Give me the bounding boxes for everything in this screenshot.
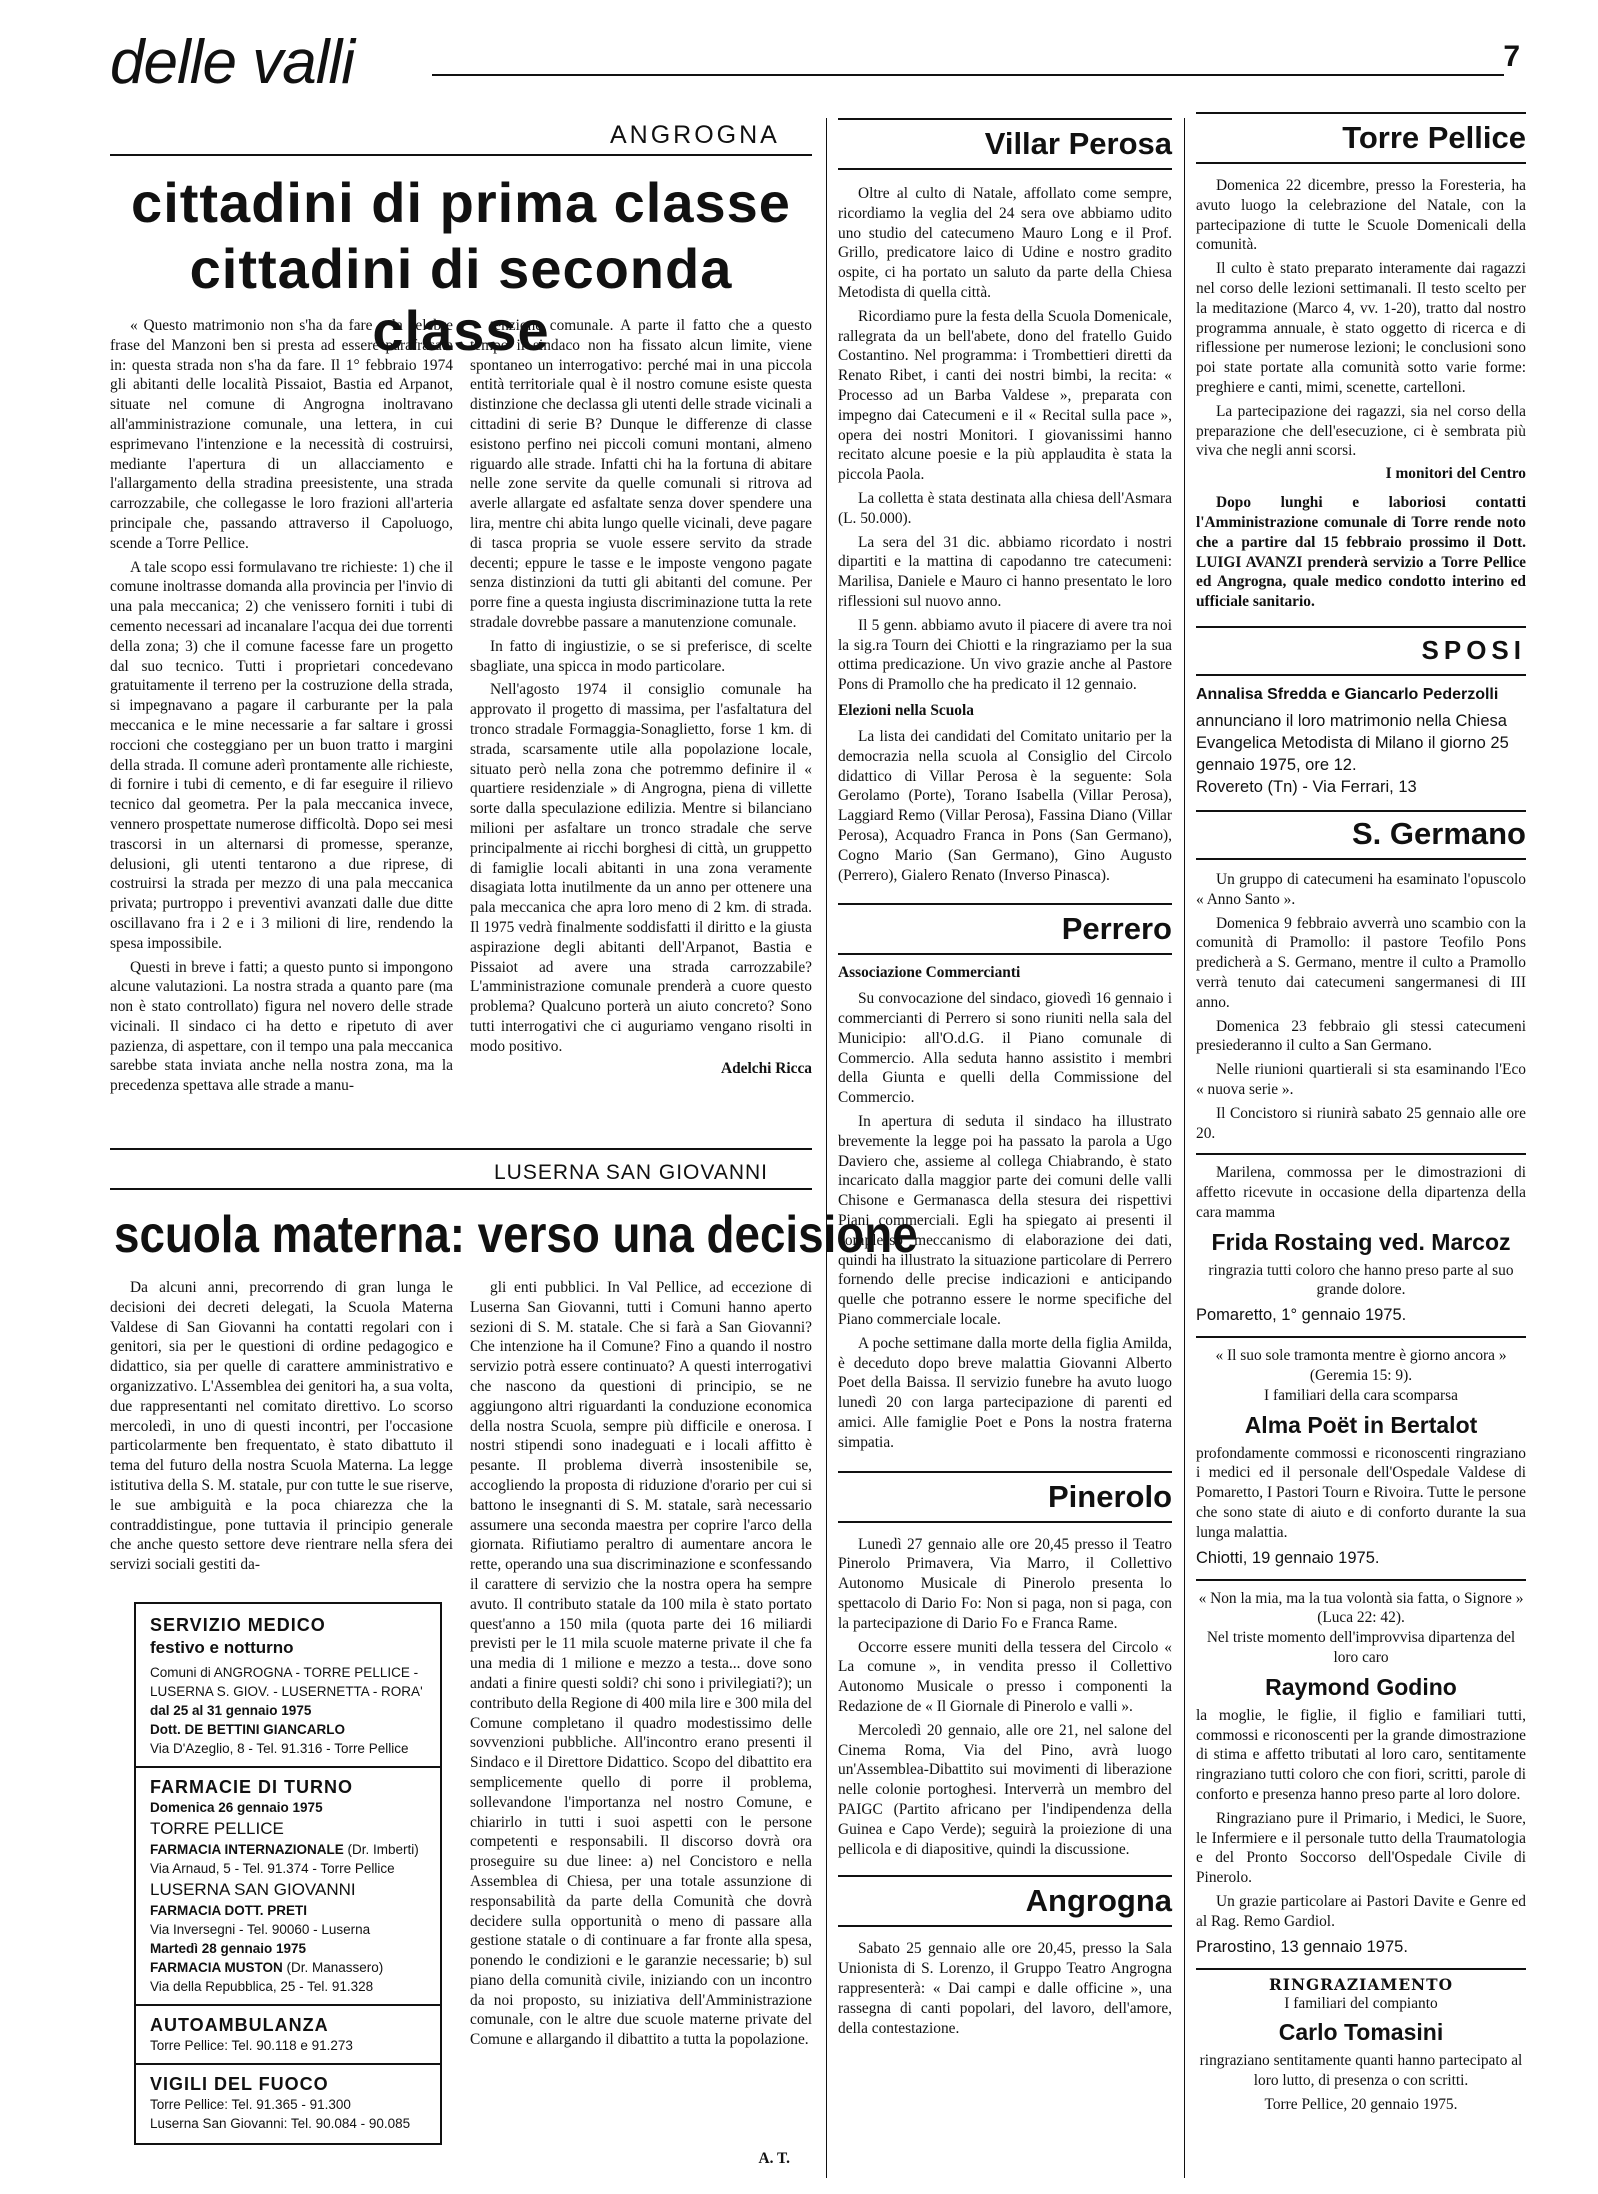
box-text: Martedì 28 gennaio 1975 xyxy=(150,1941,307,1956)
section-title: Pinerolo xyxy=(838,1471,1172,1515)
notice-place: Prarostino, 13 gennaio 1975. xyxy=(1196,1937,1408,1956)
section-rule xyxy=(1196,1579,1526,1581)
paragraph: La sera del 31 dic. abbiamo ricordato i nostri dipartiti e la mattina di capodanno tre catecumeni: Marilisa, Daniele e Mauro ci hanno presentato le loro riflessioni sul nuovo anno. xyxy=(838,533,1172,610)
section-rule xyxy=(838,1521,1172,1523)
paragraph: Domenica 23 febbraio gli stessi catecumeni presiederanno il culto a San Germano. xyxy=(1196,1017,1526,1055)
paragraph: Domenica 22 dicembre, presso la Foresteria, ha avuto luogo la celebrazione del Natale, con la partecipazione di tutte le Scuole Domenicali della comunità. xyxy=(1196,177,1526,254)
notice-text: Marilena, commossa per le dimostrazioni di affetto ricevute in occasione della dipartenza della cara mamma xyxy=(1196,1164,1526,1221)
notice-text: Nel triste momento dell'improvvisa dipartenza del loro caro xyxy=(1206,1629,1516,1667)
box-divider xyxy=(136,2063,440,2065)
notice-place: Chiotti, 19 gennaio 1975. xyxy=(1196,1548,1380,1567)
paragraph: Nell'agosto 1974 il consiglio comunale ha approvato il progetto di massima, per l'asfaltatura del tronco stradale Formaggia-Sonaglietto, forse 1 km. di strada, scarsamente utile alla popolazione locale, situato però nella zona che potremmo definire il « quartiere residenziale » di Angrogna, piena di villette sorte dalla speculazione edilizia. Mentre si bilanciano milioni per asfaltare un tronco stradale che serve principalmente ai ricchi borghesi di città, un gruppetto di famiglie locali abitanti in una zona veramente disagiata lotta inutilmente da un anno per ottenere una pala meccanica che apra loro meno di 2 km. di strada. Il 1975 vedrà finalmente soddisfatti il diritto e la giusta aspirazione degli abitanti dell'Arpanot, Bastia e Pissaiot ad avere una strada carrozzabile? L'amministrazione comunale prenderà a cuore questo problema? Qualcuno porterà un aiuto concreto? Sono tutti interrogativi che ci auguriamo vengano risolti in modo positivo. xyxy=(470,681,812,1055)
paragraph: In fatto di ingiustizie, o se si preferisce, di scelte sbagliate, una spicca in modo particolare. xyxy=(470,637,812,675)
notice-title: RINGRAZIAMENTO xyxy=(1268,1975,1453,1994)
deceased-name: Frida Rostaing ved. Marcoz xyxy=(1211,1228,1511,1255)
paragraph: Sabato 25 gennaio alle ore 20,45, presso la Sala Unionista di S. Lorenzo, il Gruppo Teatro Angrogna rappresenterà: « Dai campi e dalle officine », una rassegna di canti popolari, del lavoro, dell'amore, della contestazione. xyxy=(838,1940,1172,2037)
paragraph: Occorre essere muniti della tessera del Circolo « La comune », in vendita presso il Collettivo Autonomo Musicale o presso i componenti la Redazione de « Il Giornale di Pinerolo e valli ». xyxy=(838,1638,1172,1715)
box-text: Via D'Azeglio, 8 - Tel. 91.316 - Torre Pellice xyxy=(150,1741,409,1756)
notice-text: Ringraziano pure il Primario, i Medici, le Suore, le Infermiere e il personale tutto della Traumatologia e del Pronto Soccorso dell'Ospedale Civile di Pinerolo. xyxy=(1196,1809,1526,1887)
paragraph: Un gruppo di catecumeni ha esaminato l'opuscolo « Anno Santo ». xyxy=(1196,870,1526,908)
box-text: Via Inversegni - Tel. 90060 - Luserna xyxy=(150,1922,371,1937)
masthead-rule xyxy=(432,74,1504,76)
article-column xyxy=(110,1278,453,1579)
box-text: dal 25 al 31 gennaio 1975 xyxy=(150,1703,312,1718)
section-title: Villar Perosa xyxy=(838,118,1172,162)
author-signature: Adelchi Ricca xyxy=(720,1060,812,1078)
paragraph: In apertura di seduta il sindaco ha illustrato brevemente la legge poi ha passato la parola a Ugo Daviero che, assieme al collega Chiabrando, è stato incaricato dalla maggior parte dei comuni delle valli Chisone e Germanasca della stesura dei rispettivi Piani commerciali. Egli ha spiegato ai presenti il complesso meccanismo di elaborazione dei dati, quindi ha illustrato la situazione particolare di Perrero fornendo delle precise indicazioni e anticipando quelle che potranno essere le norme specifiche del Piano commerciale locale. xyxy=(838,1113,1172,1329)
box-divider xyxy=(136,2004,440,2006)
paragraph: La lista dei candidati del Comitato unitario per la democrazia nella scuola al Consiglio del Circolo didattico di Villar Perosa è la seguente: Sola Gerolamo (Porte), Torano Isabella (Villar Perosa), Laggiard Remo (Villar Perosa), Fassina Diano (Villar Perosa), Acquadro Franca in Pons (San Germano), Cogno Mario (San Germano), Gino Augusto (Perrero), Gialero Renato (Inverso Pinasca). xyxy=(838,727,1172,884)
box-text: Torre Pellice: Tel. 90.118 e 91.273 xyxy=(150,2038,353,2053)
signature: I monitori del Centro xyxy=(1385,465,1526,483)
paragraph: Su convocazione del sindaco, giovedì 16 gennaio i commercianti di Perrero si sono riuniti nella sala del Municipio: all'O.d.G. il Piano comunale di Commercio. Alla seduta hanno assistito i membri della Giunta e quelli della Commissione del Commercio. xyxy=(838,990,1172,1107)
deceased-name: Alma Poët in Bertalot xyxy=(1244,1411,1478,1438)
paragraph: A tale scopo essi formulavano tre richieste: 1) che il comune inoltrasse domanda alla provincia per l'invio di una pala meccanica; 2) che venissero forniti i tubi di cemento necessari ad incanalare l'acqua dei due torrenti della zona; 3) che il comune facesse fare un progetto dal suo tecnico. Tutti i proprietari concedevano gratuitamente il terreno per la costruzione della strada, si impegnavano a pagare il carburante per la pala meccanica e le mine necessarie a far saltare i grossi roccioni che costeggiano per un buon tratto i margini della strada. Il comune aderì prontamente alle richieste, di fornire i tubi di cemento, e di far eseguire il rilievo tecnico dal geometra. Per la pala meccanica invece, vennero prospettate numerose difficoltà. Dopo sei mesi trascorsi in un alternarsi di promesse, speranze, delusioni, gli utenti tentarono a due riprese, di costruirsi la strada per mezzo di una pala meccanica privata; purtroppo i preventivi avanzati dalle due ditte oscillavano fra i 2 e i 3 milioni di lire, rendendo la spesa impossibile. xyxy=(110,558,453,952)
section-rule xyxy=(1196,1153,1526,1155)
notice-text: I familiari del compianto xyxy=(1284,1994,1438,2012)
announcement-text: annunciano il loro matrimonio nella Chiesa Evangelica Metodista di Milano il giorno 25 gennaio 1975, ore 12. xyxy=(1196,711,1509,774)
subheading: Elezioni nella Scuola xyxy=(838,701,974,719)
notice-text: ringraziano sentitamente quanti hanno partecipato al loro lutto, di presenza o con scritti. xyxy=(1199,2052,1523,2090)
section-rule xyxy=(1196,1968,1526,1970)
section-title: S. Germano xyxy=(1352,815,1526,851)
notice-quote: « Il suo sole tramonta mentre è giorno ancora » (Geremia 15: 9). xyxy=(1215,1347,1507,1385)
deceased-name: Carlo Tomasini xyxy=(1278,2019,1444,2046)
paragraph: Domenica 9 febbraio avverrà uno scambio con la comunità di Pramollo: il pastore Teofilo Pons predicherà a S. Germano, mentre il culto a Pramollo verrà tenuto dai catecumeni sangermanesi di III anno. xyxy=(1196,914,1526,1011)
paragraph: La colletta è stata destinata alla chiesa dell'Asmara (L. 50.000). xyxy=(838,489,1172,527)
section-rule xyxy=(838,1925,1172,1927)
subheading: Associazione Commercianti xyxy=(838,964,1021,982)
paragraph: Questi in breve i fatti; a questo punto si impongono alcune valutazioni. La nostra strada a quanto pare (ma non è stato controllato) figura nel novero delle strade vicinali. Il sindaco ci ha detto e ripetuto di aver pazienza, di aspettare, con il tempo una pala meccanica sarebbe stata inviata anche nella nostra zona, ma la precedenza spettava alle strade a manu- xyxy=(110,958,453,1095)
masthead-title: delle valli xyxy=(110,28,355,97)
box-text: LUSERNA SAN GIOVANNI xyxy=(150,1880,356,1899)
article-headline: scuola materna: verso una decisione xyxy=(114,1206,918,1264)
box-text: TORRE PELLICE xyxy=(150,1819,284,1838)
section-location: ANGROGNA xyxy=(610,121,780,149)
column-divider xyxy=(1184,118,1185,2178)
section-title: Angrogna xyxy=(838,1875,1172,1919)
article-column xyxy=(470,1278,812,2054)
paragraph: Il Concistoro si riunirà sabato 25 gennaio alle ore 20. xyxy=(1196,1104,1526,1142)
section-title: Torre Pellice xyxy=(1196,112,1526,156)
announcement-address: Rovereto (Tn) - Via Ferrari, 13 xyxy=(1196,777,1417,796)
article-headline: cittadini di prima classe xyxy=(131,171,791,234)
paragraph: Il 5 genn. abbiamo avuto il piacere di avere tra noi la sig.ra Tourn dei Chiotti e la ringraziamo per la sua ottima predicazione. Un vivo grazie anche al Pastore Pons di Pramollo che ha predicato il 12 gennaio. xyxy=(838,616,1172,694)
paragraph: La partecipazione dei ragazzi, sia nel corso della preparazione che dell'esecuzione, ci è sembrata più viva che negli anni scorsi. xyxy=(1196,402,1526,460)
box-title: FARMACIE DI TURNO xyxy=(150,1777,353,1797)
column-divider xyxy=(826,118,827,2178)
middle-column xyxy=(838,118,1172,2042)
author-signature: A. T. xyxy=(758,2150,790,2167)
paragraph: tenzione comunale. A parte il fatto che a questo tempo il sindaco non ha fissato alcun limite, viene spontaneo un interrogativo: perché mai in una piccola entità territoriale qual è il nostro comune esiste questa distinzione che declassa gli utenti delle strade vicinali a cittadini di serie B? Dunque le differenze di classe esistono perfino nei piccoli comuni montani, almeno riguardo alle strade. Infatti chi ha la fortuna di abitare nelle zone servite da quelle comunali si ritrova ad averle allargate ed asfaltate senza dover spendere una lira, mentre chi abita lungo quelle vicinali, deve pagare di tasca propria se vuole essere servito da strade decenti; eppure le tasse e le imposte vengono pagate senza distinzioni da tutti gli abitanti del comune. Per porre fine a questa ingiusta discriminazione tutta la rete stradale dovrebbe passare a manutenzione comunale. xyxy=(470,317,812,631)
notice-text: la moglie, le figlie, il figlio e familiari tutti, commossi e riconoscenti per la grande dimostrazione di stima e affetto tributati al loro caro, sentitamente ringraziano tutti coloro che con fiori, scritti, parole di conforto e presenza hanno preso parte al loro dolore. xyxy=(1196,1706,1526,1804)
box-text: (Dr. Manassero) xyxy=(286,1960,384,1975)
box-text: (Dr. Imberti) xyxy=(347,1842,419,1857)
paragraph: « Questo matrimonio non s'ha da fare » la celebre frase del Manzoni ben si presta ad essere parafrasata in: questa strada non s'ha da fare. Il 1° febbraio 1974 gli abitanti delle località Pissaiot, Bastia ed Arpanot, situate nel comune di Angrogna inoltravano all'amministrazione comunale, una lettera, in cui esprimevano l'intenzione e la necessità di costruirsi, mediante l'apertura di un allacciamento e l'allargamento della stradina preesistente, una strada carrozzabile, che collegasse le loro frazioni all'arteria principale che, passando attraverso il Capoluogo, scende a Torre Pellice. xyxy=(110,317,453,552)
section-title: SPOSI xyxy=(1421,634,1526,665)
section-location: LUSERNA SAN GIOVANNI xyxy=(494,1161,769,1184)
box-text: Luserna San Giovanni: Tel. 90.084 - 90.085 xyxy=(150,2116,411,2131)
article-headline: cittadini di seconda classe xyxy=(189,237,733,362)
box-title: AUTOAMBULANZA xyxy=(150,2015,329,2035)
notice-text: Un grazie particolare ai Pastori Davite e Genre ed al Rag. Remo Gardiol. xyxy=(1196,1893,1526,1930)
box-text: FARMACIA MUSTON xyxy=(150,1960,283,1975)
box-subtitle: festivo e notturno xyxy=(150,1638,294,1657)
section-rule xyxy=(1196,162,1526,164)
paragraph: Lunedì 27 gennaio alle ore 20,45 presso il Teatro Pinerolo Primavera, Via Marro, il Collettivo Autonomo Musicale di Pinerolo presenta lo spettacolo di Dario Fo: Non si paga, non si paga, con la partecipazione di Dario Fo e Franca Rame. xyxy=(838,1535,1172,1632)
page-number: 7 xyxy=(1503,40,1520,73)
notice-quote: « Non la mia, ma la tua volontà sia fatta, o Signore » (Luca 22: 42). xyxy=(1198,1589,1524,1627)
article-column xyxy=(470,316,812,1078)
box-text: Comuni di ANGROGNA - TORRE PELLICE - LUSERNA S. GIOV. - LUSERNETTA - RORA' xyxy=(150,1665,423,1699)
deceased-name: Raymond Godino xyxy=(1265,1673,1457,1700)
paragraph: gli enti pubblici. In Val Pellice, ad eccezione di Luserna San Giovanni, tutti i Comuni hanno aperto sezioni di S. M. statale. Che si farà a San Giovanni? Che intenzione ha il Comune? Fino a quando il nostro servizio potrà essere continuato? A questi interrogativi che nascono da questioni di principio, se ne aggiungono altri riguardanti la conduzione economica della nostra Scuola, sempre più difficile e onerosa. I nostri stipendi sono inadeguati e i locali affitto è pesante. Il problema diverrà insostenibile se, accogliendo la proposta di riduzione d'orario per cui si battono le insegnanti di S. M. statale, sarà necessario assumere una seconda maestra per coprire l'arco della giornata. Rifiutiamo peraltro di aumentare ancora le rette, operando una sua discriminazione e sconfessando il carattere di servizio che la nostra opera ha sempre avuto. Il contributo statale da 100 mila è stato portato quest'anno a 150 mila (quota parte dei 16 miliardi previsti per le 11 mila scuole materne private il che fa una media di 1 milione e mezzo a testa... dove sono andati a finire questi soldi? chi sono i privilegiati?); un contributo della Regione di 400 mila lire e 300 mila del Comune completano il quadro modestissimo delle sovvenzioni pubbliche. All'incontro erano presenti il Sindaco e il Direttore Didattico. Scopo del dibattito era semplicemente quello di porre il problema, sollevandone l'importanza nel nostro Comune, e chiarirlo in tutti i suoi aspetti con le persone competenti e responsabili. Il discorso dovrà ora proseguire su due linee: a) nel Concistoro e nella Assemblea di Chiesa, per una totale assunzione di responsabilità da parte della Comunità che dovrà decidere sulla opportunità o meno di passare alla gestione statale o di continuare a far fronte alla spesa, ponendo le condizioni e le garanzie necessarie; b) sul piano della comunità civile, iniziando con un incontro da noi proposto, su iniziativa dell'Amministrazione comunale, con le altre due scuole materne private del Comune e allargando il dibattito a tutta la popolazione. xyxy=(470,1279,812,2049)
box-text: FARMACIA INTERNAZIONALE xyxy=(150,1842,344,1857)
section-rule xyxy=(1196,674,1526,676)
box-text: Dott. DE BETTINI GIANCARLO xyxy=(150,1722,345,1737)
paragraph: A poche settimane dalla morte della figlia Amilda, è deceduto dopo breve malattia Giovanni Alberto Poet della Baissa. Il servizio funebre ha avuto luogo lunedì 20 con larga partecipazione di parenti ed amici. Alle famiglie Poet e Pons la nostra fraterna simpatia. xyxy=(838,1334,1172,1451)
section-rule xyxy=(110,154,812,156)
section-rule xyxy=(1196,858,1526,860)
section-rule xyxy=(1196,1336,1526,1338)
notice-place: Torre Pellice, 20 gennaio 1975. xyxy=(1264,2096,1458,2113)
box-title: SERVIZIO MEDICO xyxy=(150,1615,326,1635)
section-rule xyxy=(110,1148,812,1150)
box-text: FARMACIA DOTT. PRETI xyxy=(150,1903,307,1918)
box-divider xyxy=(136,1766,440,1768)
notice-text: profondamente commossi e riconoscenti ringraziano i medici ed il personale dell'Ospedale Valdese di Pomaretto, I Pastori Tourn e Rivoira. Tutte le persone che sono state di aiuto e di conforto durante la sua lunga malattia. xyxy=(1196,1444,1526,1541)
box-text: Via della Repubblica, 25 - Tel. 91.328 xyxy=(150,1979,374,1994)
box-text: Via Arnaud, 5 - Tel. 91.374 - Torre Pellice xyxy=(150,1861,395,1876)
couple-names: Annalisa Sfredda e Giancarlo Pederzolli xyxy=(1196,685,1499,703)
box-title: VIGILI DEL FUOCO xyxy=(150,2074,329,2094)
section-rule xyxy=(838,953,1172,955)
paragraph: Dopo lunghi e laboriosi contatti l'Amministrazione comunale di Torre rende noto che a partire dal 15 febbraio prossimo il Dott. LUIGI AVANZI prenderà servizio a Torre Pellice ed Angrogna, quale medico condotto interino ed ufficiale sanitario. xyxy=(1196,494,1526,611)
services-box xyxy=(134,1602,442,2145)
section-rule xyxy=(110,1188,812,1190)
paragraph: Il culto è stato preparato interamente dai ragazzi nel corso delle lezioni settimanali. Il testo scelto per la meditazione (Marco 4, vv. 1-20), tratto dal nostro programma annuale, è stato oggetto di ricerca e di riflessione per numerose lezioni; le conclusioni sono poi state portate alla comunità sotto varie forme: preghiere e canti, mimi, scenette, cartelloni. xyxy=(1196,260,1526,396)
notice-place: Pomaretto, 1° gennaio 1975. xyxy=(1196,1306,1407,1325)
paragraph: Oltre al culto di Natale, affollato come sempre, ricordiamo la veglia del 24 sera ove abbiamo udito uno studio del catecumeno Mauro Long e il Prof. Grillo, predicatore laico di Udine e nostro gradito ospite, ci ha portato un saluto da parte della Chiesa Metodista di quella città. xyxy=(838,185,1172,301)
notice-text: I familiari della cara scomparsa xyxy=(1264,1386,1458,1404)
box-text: Torre Pellice: Tel. 91.365 - 91.300 xyxy=(150,2097,351,2112)
article-column xyxy=(110,316,453,1100)
section-title: Perrero xyxy=(838,903,1172,947)
notice-text: ringrazia tutti coloro che hanno preso parte al suo grande dolore. xyxy=(1208,1261,1514,1299)
box-text: Domenica 26 gennaio 1975 xyxy=(150,1800,323,1815)
paragraph: Ricordiamo pure la festa della Scuola Domenicale, rallegrata da un bell'abete, dono del fratello Guido Costantino. Nel programma: i Trombettieri diretti da Renato Ribet, i canti dei nostri bimbi, la recita: « Processo ad un Barba Valdese », preparata con impegno dai Catecumeni e il « Recital sulla pace », opera dei nostri Monitori. I giovanissimi hanno recitato alcune poesie e la più applaudita è stata la piccola Paola. xyxy=(838,307,1172,484)
paragraph: Mercoledì 20 gennaio, alle ore 21, nel salone del Cinema Roma, Via del Pino, avrà luogo un'Assemblea-Dibattito sui movimenti di liberazione nelle colonie portoghesi. Interverrà un membro del PAIGC (Partito africano per l'indipendenza della Guinea e Capo Verde); seguirà la proiezione di una pellicola e di diapositive, quindi la discussione. xyxy=(838,1721,1172,1858)
right-column xyxy=(1196,112,1526,2115)
section-rule xyxy=(838,168,1172,170)
paragraph: Da alcuni anni, precorrendo di gran lunga le decisioni dei decreti delegati, la Scuola Materna Valdese di San Giovanni ha contatti regolari con i genitori, sia per le questioni di ordine pedagogico e didattico, sia per quelle di carattere amministrativo e organizzativo. L'Assemblea dei genitori ha, a sua volta, due rappresentanti nel comitato direttivo. Lo scorso mercoledì, in uno di questi incontri, per l'occasione particolarmente ben frequentato, è stato dibattuto il tema del futuro della nostra Scuola Materna. La legge istitutiva della S. M. statale, pur con tutte le sue riserve, le sue ambiguità e la poca chiarezza che la contraddistingue, pone tuttavia il principio generale che anche questo settore deve rientrare nella sfera dei servizi sociali gestiti da- xyxy=(110,1279,453,1574)
paragraph: Nelle riunioni quartierali si sta esaminando l'Eco « nuova serie ». xyxy=(1196,1061,1526,1098)
